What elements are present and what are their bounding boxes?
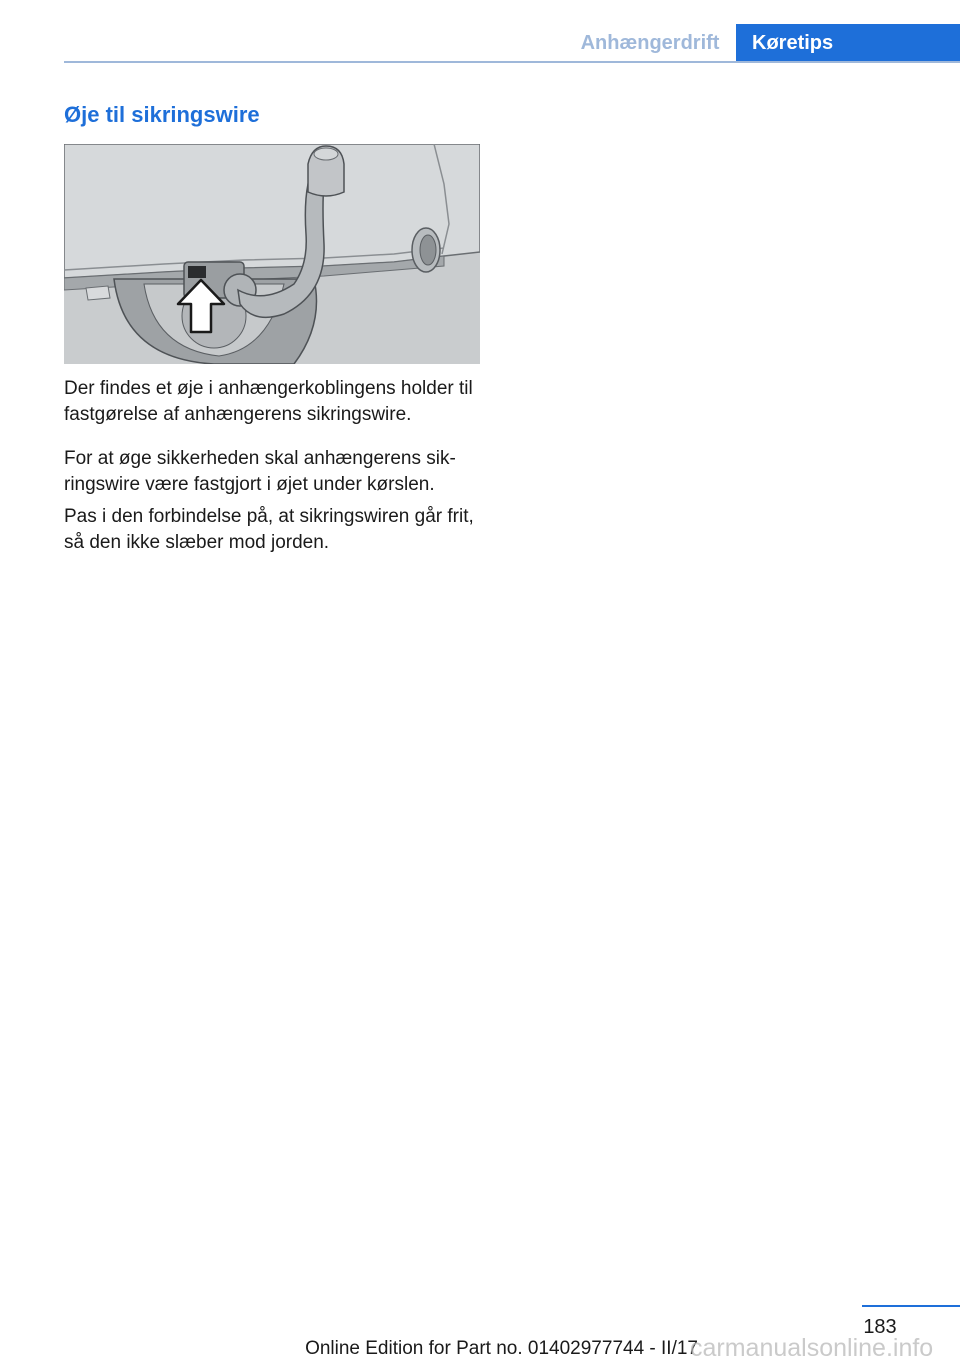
- watermark: carmanualsonline.info: [690, 1334, 934, 1362]
- header-tabs: [564, 24, 960, 62]
- hitch-drawing: [64, 144, 480, 364]
- up-arrow-icon: [176, 278, 226, 334]
- paragraph-1: Der findes et øje i anhængerkoblingens holder til fastgørelse af anhængerens sikringswire.: [64, 378, 473, 425]
- trailer-hitch-illustration: [64, 144, 480, 364]
- footer-divider: [862, 1305, 960, 1307]
- chapter-tab[interactable]: Køretips: [736, 24, 960, 62]
- header-divider: [64, 61, 960, 63]
- section-tab[interactable]: Anhængerdrift: [580, 31, 720, 54]
- edition-line: Online Edition for Part no. 01402977744 - II/17: [305, 1338, 698, 1359]
- page-number: 183: [863, 1316, 897, 1338]
- section-heading: Øje til sikringswire: [64, 102, 260, 127]
- paragraph-3: Pas i den forbindelse på, at sikringswiren går frit, så den ikke slæber mod jorden.: [64, 506, 474, 553]
- paragraph-2: For at øge sikkerheden skal anhængerens sikringswire være fastgjort i øjet under kørslen.: [64, 448, 456, 495]
